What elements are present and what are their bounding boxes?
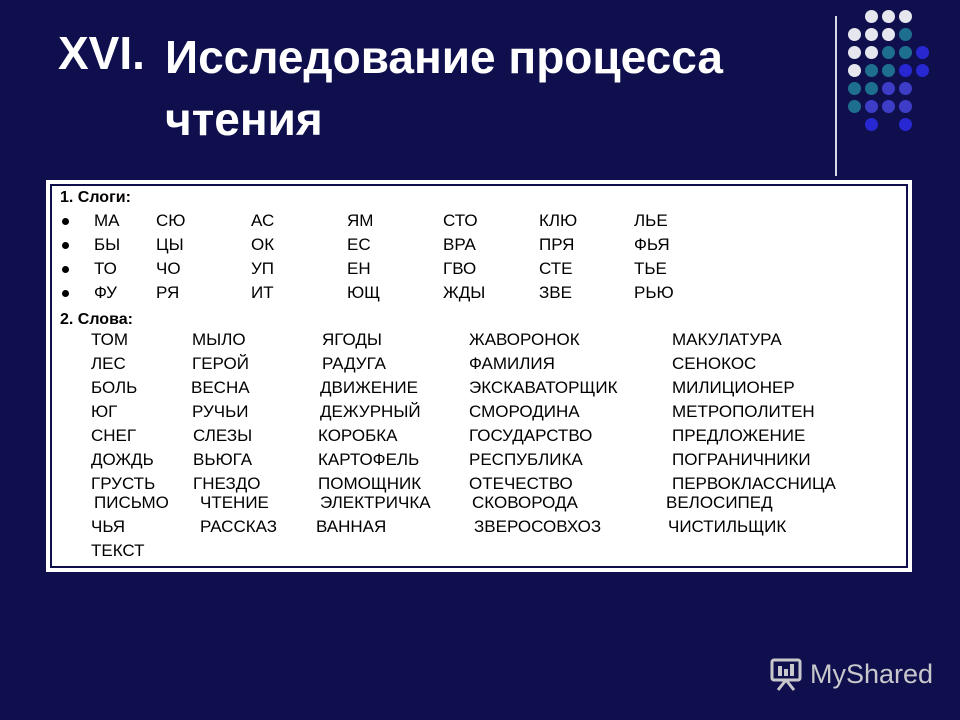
decorative-dot <box>848 100 861 113</box>
decorative-dot <box>848 64 861 77</box>
decorative-dot <box>916 64 929 77</box>
title-number: XVI. <box>58 27 145 79</box>
syllable-cell: ЮЩ <box>347 283 381 302</box>
content-box-inner <box>54 188 904 564</box>
word-cell: ГОСУДАРСТВО <box>469 426 593 445</box>
syllable-cell: СТО <box>443 211 478 230</box>
word-cell: ГЕРОЙ <box>192 354 249 373</box>
syllable-cell: ЖДЫ <box>443 283 486 302</box>
word-cell: СКОВОРОДА <box>472 493 578 512</box>
decorative-dot <box>882 100 895 113</box>
decorative-dot <box>848 82 861 95</box>
decorative-dot <box>899 46 912 59</box>
word-cell: ТЕКСТ <box>91 541 145 560</box>
decorative-dot <box>899 10 912 23</box>
word-cell: ТОМ <box>91 330 129 349</box>
word-cell: ФАМИЛИЯ <box>469 354 555 373</box>
syllable-cell: УП <box>251 259 275 278</box>
word-cell: БОЛЬ <box>91 378 138 397</box>
decorative-dot <box>865 28 878 41</box>
list-bullet <box>62 290 69 297</box>
decorative-dot <box>848 46 861 59</box>
decorative-dot <box>882 28 895 41</box>
syllable-cell: ТО <box>94 259 117 278</box>
syllable-cell: РЯ <box>156 283 180 302</box>
word-cell: ЖАВОРОНОК <box>469 330 580 349</box>
word-cell: ПИСЬМО <box>94 493 169 512</box>
word-cell: РАДУГА <box>322 354 387 373</box>
decorative-dot <box>865 100 878 113</box>
syllable-cell: РЬЮ <box>634 283 674 302</box>
word-cell: ДОЖДЬ <box>91 450 154 469</box>
word-cell: ПЕРВОКЛАССНИЦА <box>672 474 836 493</box>
word-cell: МИЛИЦИОНЕР <box>672 378 795 397</box>
decorative-dot <box>865 46 878 59</box>
word-cell: ДЕЖУРНЫЙ <box>320 402 421 421</box>
syllable-cell: КЛЮ <box>539 211 578 230</box>
word-cell: РЕСПУБЛИКА <box>469 450 583 469</box>
syllable-cell: ГВО <box>443 259 477 278</box>
content-box <box>46 180 912 572</box>
word-cell: КАРТОФЕЛЬ <box>318 450 420 469</box>
word-cell: ЛЕС <box>91 354 126 373</box>
word-cell: МЕТРОПОЛИТЕН <box>672 402 815 421</box>
syllable-cell: МА <box>94 211 120 230</box>
decorative-dot <box>882 46 895 59</box>
word-cell: ОТЕЧЕСТВО <box>469 474 573 493</box>
word-cell: СНЕГ <box>91 426 137 445</box>
word-cell: ДВИЖЕНИЕ <box>320 378 418 397</box>
syllable-cell: ТЬЕ <box>634 259 667 278</box>
word-cell: СЛЕЗЫ <box>193 426 253 445</box>
syllable-cell: АС <box>251 211 275 230</box>
list-bullet <box>62 242 69 249</box>
page-title: Исследование процесса чтения <box>165 31 723 145</box>
decorative-dot <box>865 118 878 131</box>
decorative-dot <box>865 10 878 23</box>
syllable-cell: ФЬЯ <box>634 235 670 254</box>
syllable-cell: ИТ <box>251 283 274 302</box>
decorative-dot <box>899 64 912 77</box>
word-cell: РАССКАЗ <box>200 517 278 536</box>
word-cell: ЯГОДЫ <box>322 330 382 349</box>
word-cell: МЫЛО <box>192 330 246 349</box>
syllable-cell: ЧО <box>156 259 181 278</box>
word-cell: ВАННАЯ <box>316 517 387 536</box>
word-cell: ГРУСТЬ <box>91 474 156 493</box>
decorative-dot <box>882 10 895 23</box>
word-cell: ПОМОЩНИК <box>318 474 422 493</box>
syllable-cell: БЫ <box>94 235 121 254</box>
decorative-dot <box>865 64 878 77</box>
word-cell: ЭЛЕКТРИЧКА <box>320 493 431 512</box>
syllable-cell: ОК <box>251 235 275 254</box>
decorative-dot <box>899 28 912 41</box>
word-cell: ЮГ <box>91 402 118 421</box>
syllable-cell: ЦЫ <box>156 235 184 254</box>
words-heading: 2. Слова: <box>60 311 133 328</box>
syllable-cell: ПРЯ <box>539 235 575 254</box>
word-cell: ЧТЕНИЕ <box>200 493 269 512</box>
word-cell: ЭКСКАВАТОРЩИК <box>469 378 618 397</box>
syllable-cell: ЕН <box>347 259 371 278</box>
syllable-cell: ВРА <box>443 235 476 254</box>
decorative-dot <box>899 82 912 95</box>
word-cell: ПРЕДЛОЖЕНИЕ <box>672 426 806 445</box>
decorative-dot <box>916 46 929 59</box>
syllables-heading: 1. Слоги: <box>60 189 131 206</box>
decorative-dot <box>899 100 912 113</box>
decorative-divider <box>835 16 837 176</box>
syllable-cell: ЗВЕ <box>539 283 572 302</box>
word-cell: ГНЕЗДО <box>193 474 261 493</box>
word-cell: ВЕЛОСИПЕД <box>666 493 773 512</box>
list-bullet <box>62 218 69 225</box>
word-cell: СМОРОДИНА <box>469 402 580 421</box>
syllable-cell: СТЕ <box>539 259 573 278</box>
word-cell: ЗВЕРОСОВХОЗ <box>474 517 602 536</box>
word-cell: СЕНОКОС <box>672 354 757 373</box>
word-cell: ЧЬЯ <box>91 517 125 536</box>
word-cell: ЧИСТИЛЬЩИК <box>668 517 787 536</box>
decorative-dot <box>882 82 895 95</box>
word-cell: ВЬЮГА <box>193 450 253 469</box>
decorative-dot <box>882 64 895 77</box>
word-cell: МАКУЛАТУРА <box>672 330 782 349</box>
word-cell: ПОГРАНИЧНИКИ <box>672 450 811 469</box>
word-cell: ВЕСНА <box>191 378 250 397</box>
syllable-cell: СЮ <box>156 211 186 230</box>
watermark-logo <box>768 656 933 692</box>
decorative-dot <box>899 118 912 131</box>
word-cell: КОРОБКА <box>318 426 398 445</box>
decorative-dot <box>865 82 878 95</box>
syllable-cell: ЛЬЕ <box>634 211 668 230</box>
list-bullet <box>62 266 69 273</box>
syllable-cell: ЯМ <box>347 211 374 230</box>
word-cell: РУЧЬИ <box>192 402 249 421</box>
decorative-dot <box>848 28 861 41</box>
presentation-board-icon <box>768 656 804 692</box>
syllable-cell: ФУ <box>94 283 117 302</box>
syllable-cell: ЕС <box>347 235 371 254</box>
watermark-text: MyShared <box>810 658 934 689</box>
